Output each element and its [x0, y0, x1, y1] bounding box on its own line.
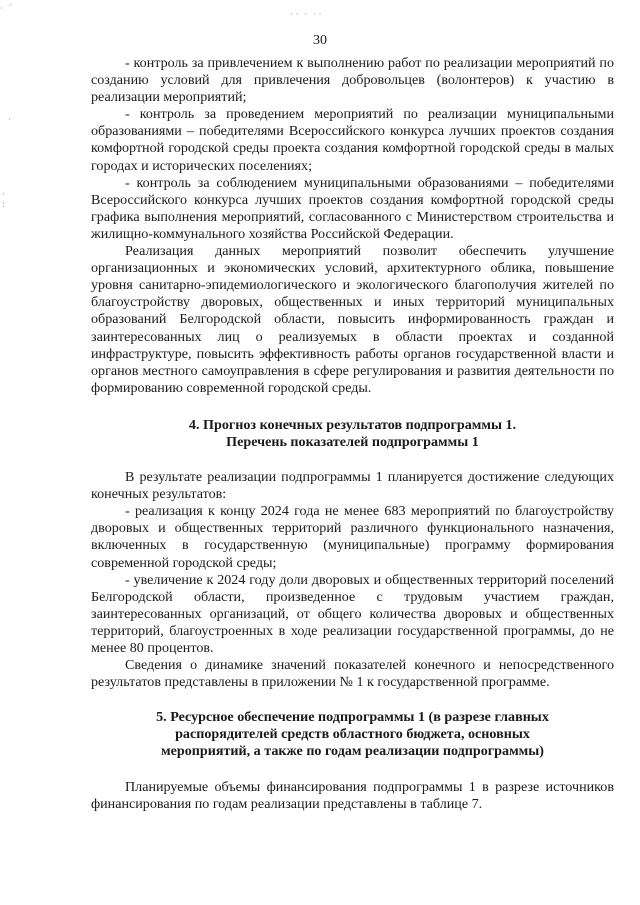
scan-artifact: ·: [8, 115, 11, 125]
heading-line: Перечень показателей подпрограммы 1: [226, 433, 479, 450]
heading-line: 5. Ресурсное обеспечение подпрограммы 1 (в разрезе главных: [156, 709, 549, 726]
scan-artifact: · `: [0, 4, 14, 14]
body-paragraph: - контроль за проведением мероприятий по реализации муниципальными образованиями – победителями Всероссийского конкурса лучших проектов создания комфортной городской среды проекта создания комфортной городской среды в малых городах и исторических поселениях;: [91, 106, 614, 174]
body-paragraph: В результате реализации подпрограммы 1 планируется достижение следующих конечных результатов:: [91, 469, 614, 503]
scan-artifact: · :: [2, 190, 6, 210]
body-paragraph: - контроль за привлечением к выполнению работ по реализации мероприятий по созданию условий для привлечения добровольцев (волонтеров) к участию в реализации мероприятий;: [91, 55, 614, 106]
section-5-heading: [91, 709, 614, 760]
body-paragraph: - контроль за соблюдением муниципальными образованиями – победителями Всероссийского конкурса лучших проектов создания комфортной городской среды графика выполнения мероприятий, согласованного с Министерством строительства и жилищно-коммунального хозяйства Российской Федерации.: [91, 174, 614, 242]
body-paragraph: Реализация данных мероприятий позволит обеспечить улучшение организационных и экономических условий, архитектурного облика, повышение уровня санитарно-эпидемиологического и экологического благополучия жителей по благоустройству дворовых, общественных и иных территорий муниципальных образований Белгородской области, повысить информированность граждан и заинтересованных лиц о реализуемых в области проектах и созданной инфраструктуре, повысить эффективность работы органов государственной власти и органов местного самоуправления в сфере регулирования и развития деятельности по формированию современной городской среды.: [91, 243, 614, 396]
body-paragraph: - увеличение к 2024 году доли дворовых и общественных территорий поселений Белгородской области, произведенное с трудовым участием граждан, заинтересованных организаций, от общего количества дворовых и общественных территорий, благоустроенных в ходе реализации государственной программы, до не менее 80 процентов.: [91, 571, 614, 656]
document-body: [91, 55, 614, 813]
heading-line: мероприятий, а также по годам реализации подпрограммы): [161, 743, 544, 760]
body-paragraph: - реализация к концу 2024 года не менее 683 мероприятий по благоустройству дворовых и общественных территорий различного функционального назначения, включенных в государственную (муниципальные) программу формирования современной городской среды;: [91, 503, 614, 571]
section-4-heading: [91, 417, 614, 451]
heading-line: распорядителей средств областного бюджета, основных: [175, 726, 530, 743]
body-paragraph: Планируемые объемы финансирования подпрограммы 1 в разрезе источников финансирования по годам реализации представлены в таблице 7.: [91, 778, 614, 812]
body-paragraph: Сведения о динамике значений показателей конечного и непосредственного результатов представлены в приложении № 1 к государственной программе.: [91, 657, 614, 691]
scan-artifact: · · · · ·: [290, 10, 322, 20]
page-number: 30: [313, 33, 327, 48]
heading-line: 4. Прогноз конечных результатов подпрограммы 1.: [188, 416, 517, 433]
